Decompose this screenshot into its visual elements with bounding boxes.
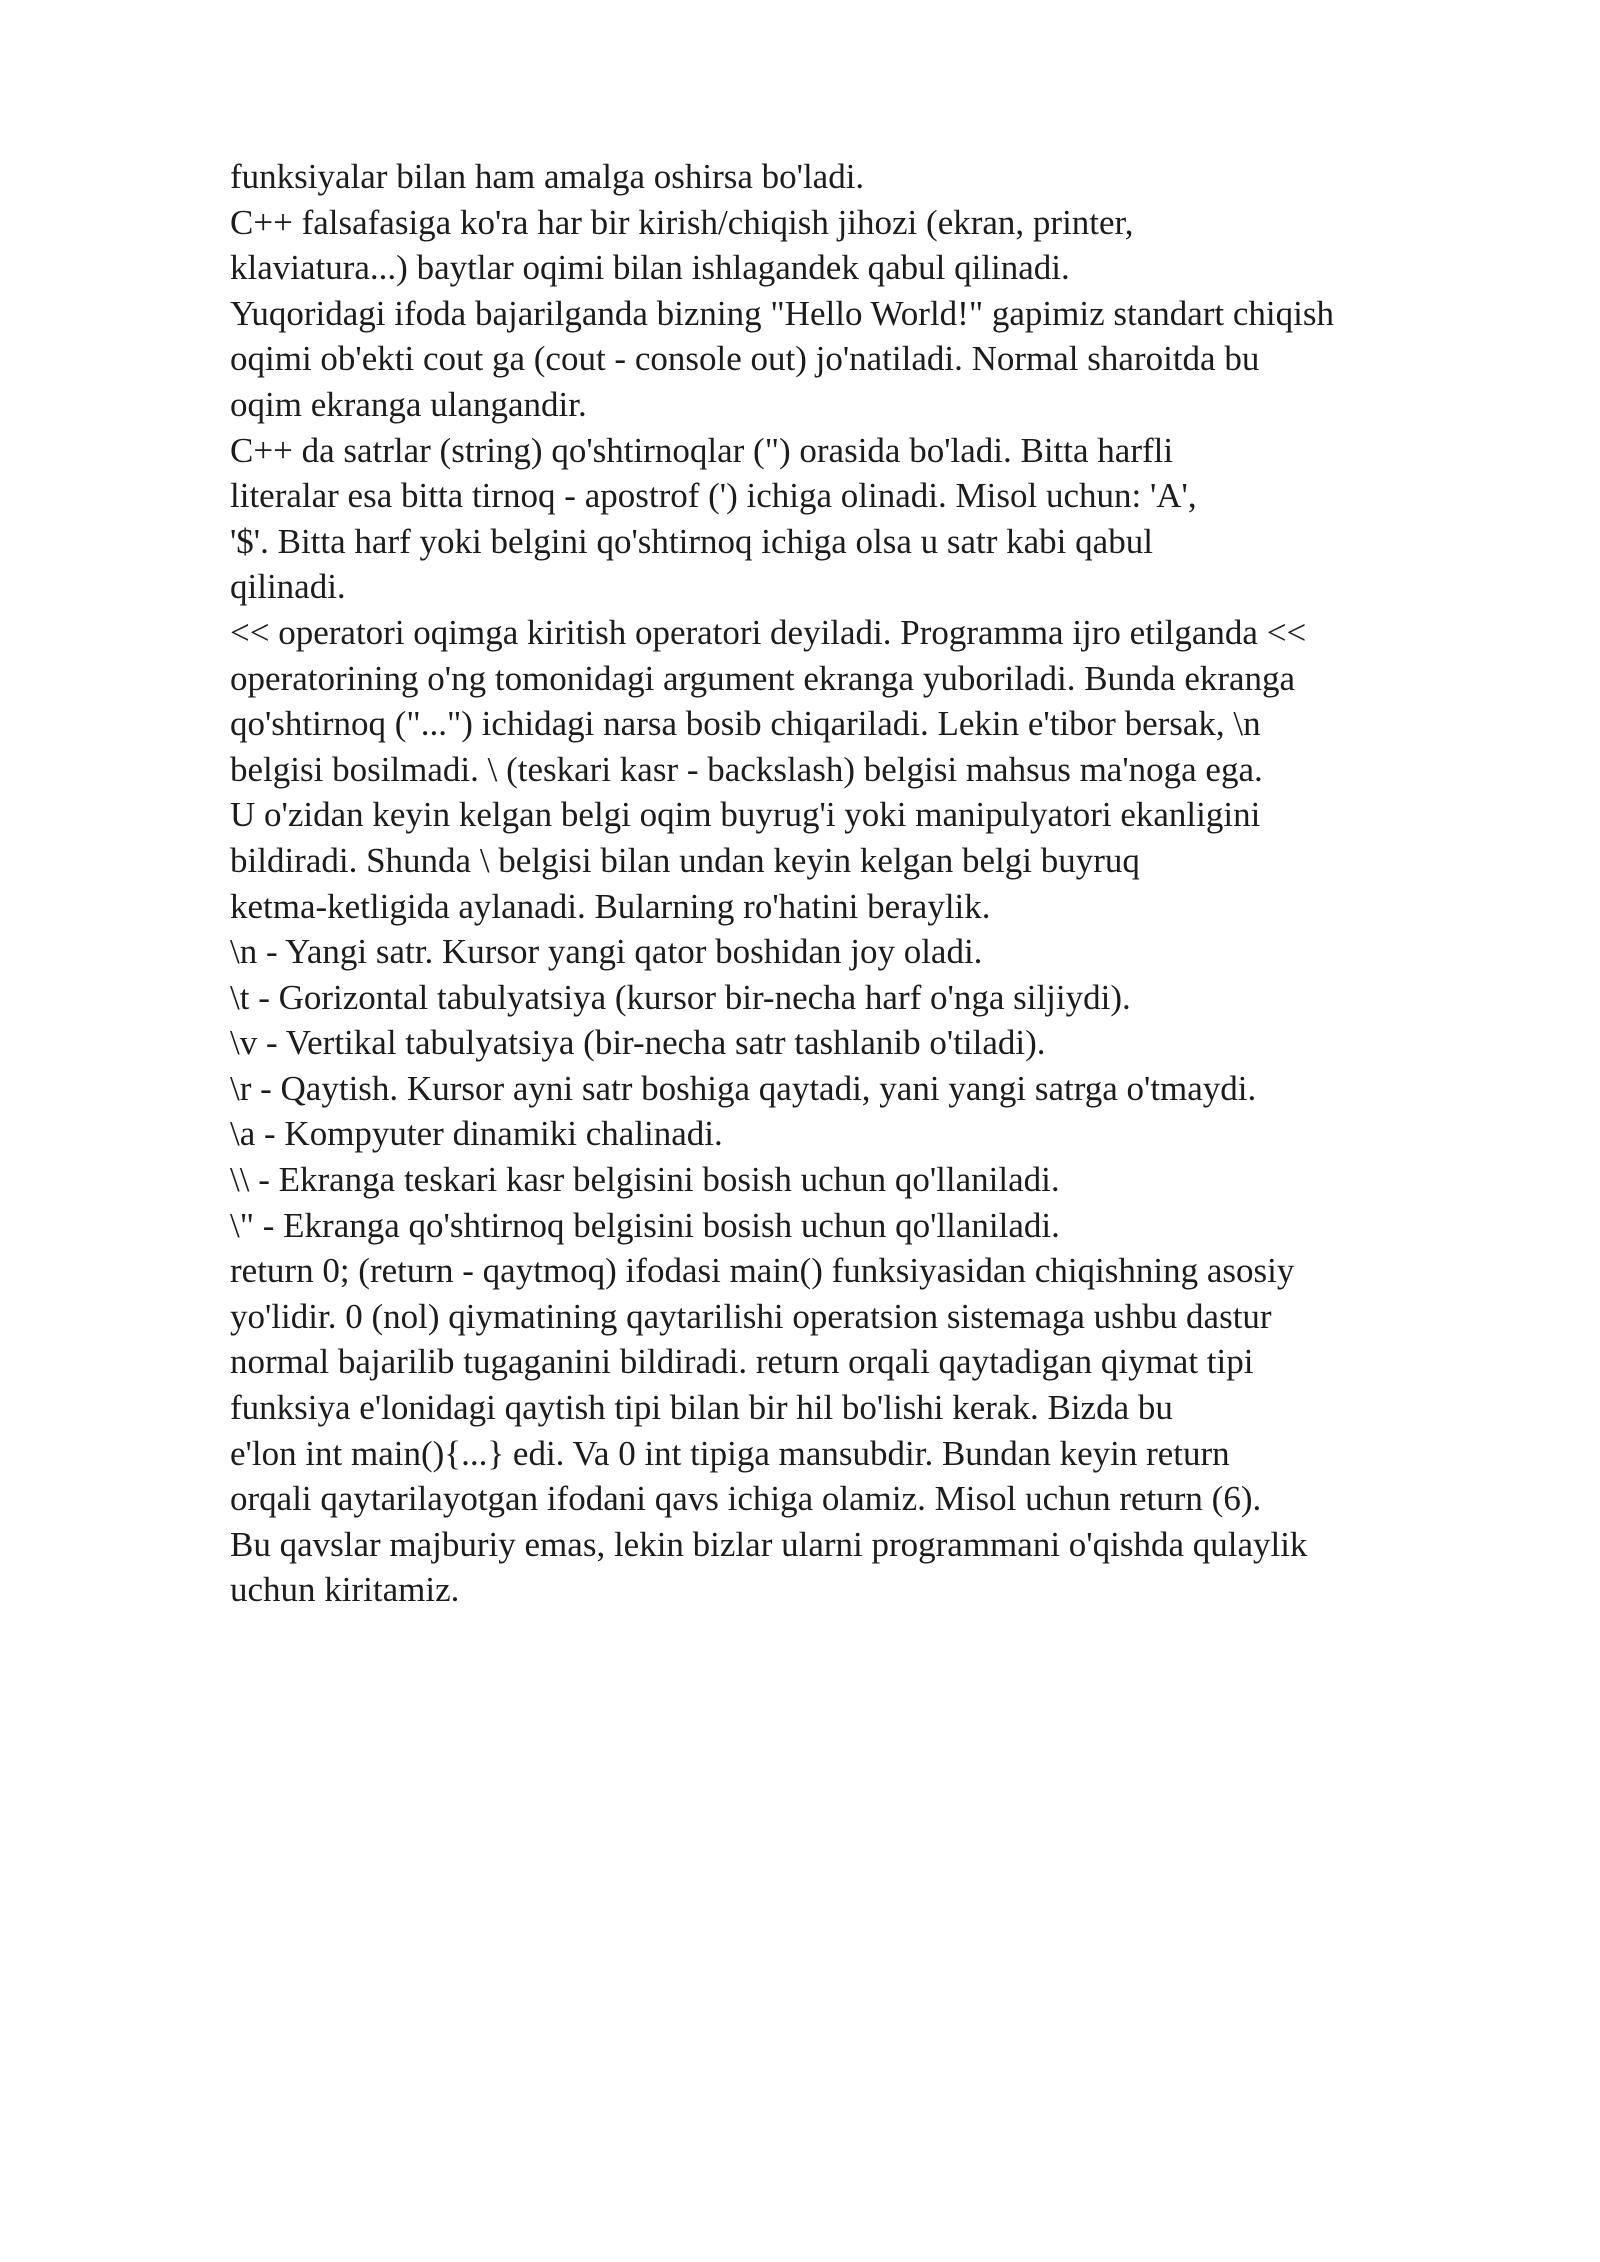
text-line: e'lon int main(){...} edi. Va 0 int tipiga mansubdir. Bundan keyin return: [230, 1433, 1230, 1473]
text-line: \r - Qaytish. Kursor ayni satr boshiga qaytadi, yani yangi satrga o'tmaydi.: [230, 1068, 1257, 1108]
text-line: funksiya e'lonidagi qaytish tipi bilan bir hil bo'lishi kerak. Bizda bu: [230, 1388, 1173, 1428]
text-line: '$'. Bitta harf yoki belgini qo'shtirnoq ichiga olsa u satr kabi qabul: [230, 521, 1153, 561]
text-line: U o'zidan keyin kelgan belgi oqim buyrug'i yoki manipulyatori ekanligini: [230, 795, 1261, 835]
text-line: bildiradi. Shunda \ belgisi bilan undan keyin kelgan belgi buyruq: [230, 840, 1140, 880]
text-line: C++ da satrlar (string) qo'shtirnoqlar (") orasida bo'ladi. Bitta harfli: [230, 430, 1174, 470]
text-line: funksiyalar bilan ham amalga oshirsa bo'ladi.: [230, 157, 865, 196]
text-line: return 0; (return - qaytmoq) ifodasi main() funksiyasidan chiqishning asosiy: [230, 1251, 1295, 1291]
text-line: \v - Vertikal tabulyatsiya (bir-necha satr tashlanib o'tiladi).: [230, 1023, 1046, 1063]
text-line: qo'shtirnoq ("...") ichidagi narsa bosib chiqariladi. Lekin e'tibor bersak, \n: [230, 704, 1261, 744]
text-line: Bu qavslar majburiy emas, lekin bizlar ularni programmani o'qishda qulaylik: [230, 1524, 1308, 1564]
text-line: yo'lidir. 0 (nol) qiymatining qaytarilishi operatsion sistemaga ushbu dastur: [230, 1296, 1272, 1336]
text-line: operatorining o'ng tomonidagi argument ekranga yuboriladi. Bunda ekranga: [230, 658, 1296, 698]
text-line: \n - Yangi satr. Kursor yangi qator boshidan joy oladi.: [230, 932, 983, 972]
text-line: C++ falsafasiga ko'ra har bir kirish/chiqish jihozi (ekran, printer,: [230, 202, 1134, 242]
document-text-body: [230, 154, 1490, 1613]
text-line: qilinadi.: [230, 567, 346, 607]
text-line: ketma-ketligida aylanadi. Bularning ro'hatini beraylik.: [230, 886, 991, 926]
text-line: Yuqoridagi ifoda bajarilganda bizning "Hello World!" gapimiz standart chiqish: [230, 293, 1335, 333]
text-line: klaviatura...) baytlar oqimi bilan ishlagandek qabul qilinadi.: [230, 248, 1070, 288]
text-line: belgisi bosilmadi. \ (teskari kasr - backslash) belgisi mahsus ma'noga ega.: [230, 749, 1263, 789]
text-line: \\ - Ekranga teskari kasr belgisini bosish uchun qo'llaniladi.: [230, 1160, 1060, 1200]
text-line: oqim ekranga ulangandir.: [230, 384, 587, 424]
text-line: << operatori oqimga kiritish operatori deyiladi. Programma ijro etilganda <<: [230, 612, 1307, 652]
text-line: uchun kiritamiz.: [230, 1570, 460, 1610]
text-line: literalar esa bitta tirnoq - apostrof (') ichiga olinadi. Misol uchun: 'A',: [230, 476, 1197, 516]
text-line: \a - Kompyuter dinamiki chalinadi.: [230, 1114, 723, 1154]
text-line: normal bajarilib tugaganini bildiradi. return orqali qaytadigan qiymat tipi: [230, 1342, 1254, 1382]
text-line: orqali qaytarilayotgan ifodani qavs ichiga olamiz. Misol uchun return (6).: [230, 1479, 1262, 1519]
text-line: \t - Gorizontal tabulyatsiya (kursor bir-necha harf o'nga siljiydi).: [230, 977, 1131, 1017]
text-line: \" - Ekranga qo'shtirnoq belgisini bosish uchun qo'llaniladi.: [230, 1205, 1060, 1245]
text-line: oqimi ob'ekti cout ga (cout - console out) jo'natiladi. Normal sharoitda bu: [230, 339, 1260, 379]
